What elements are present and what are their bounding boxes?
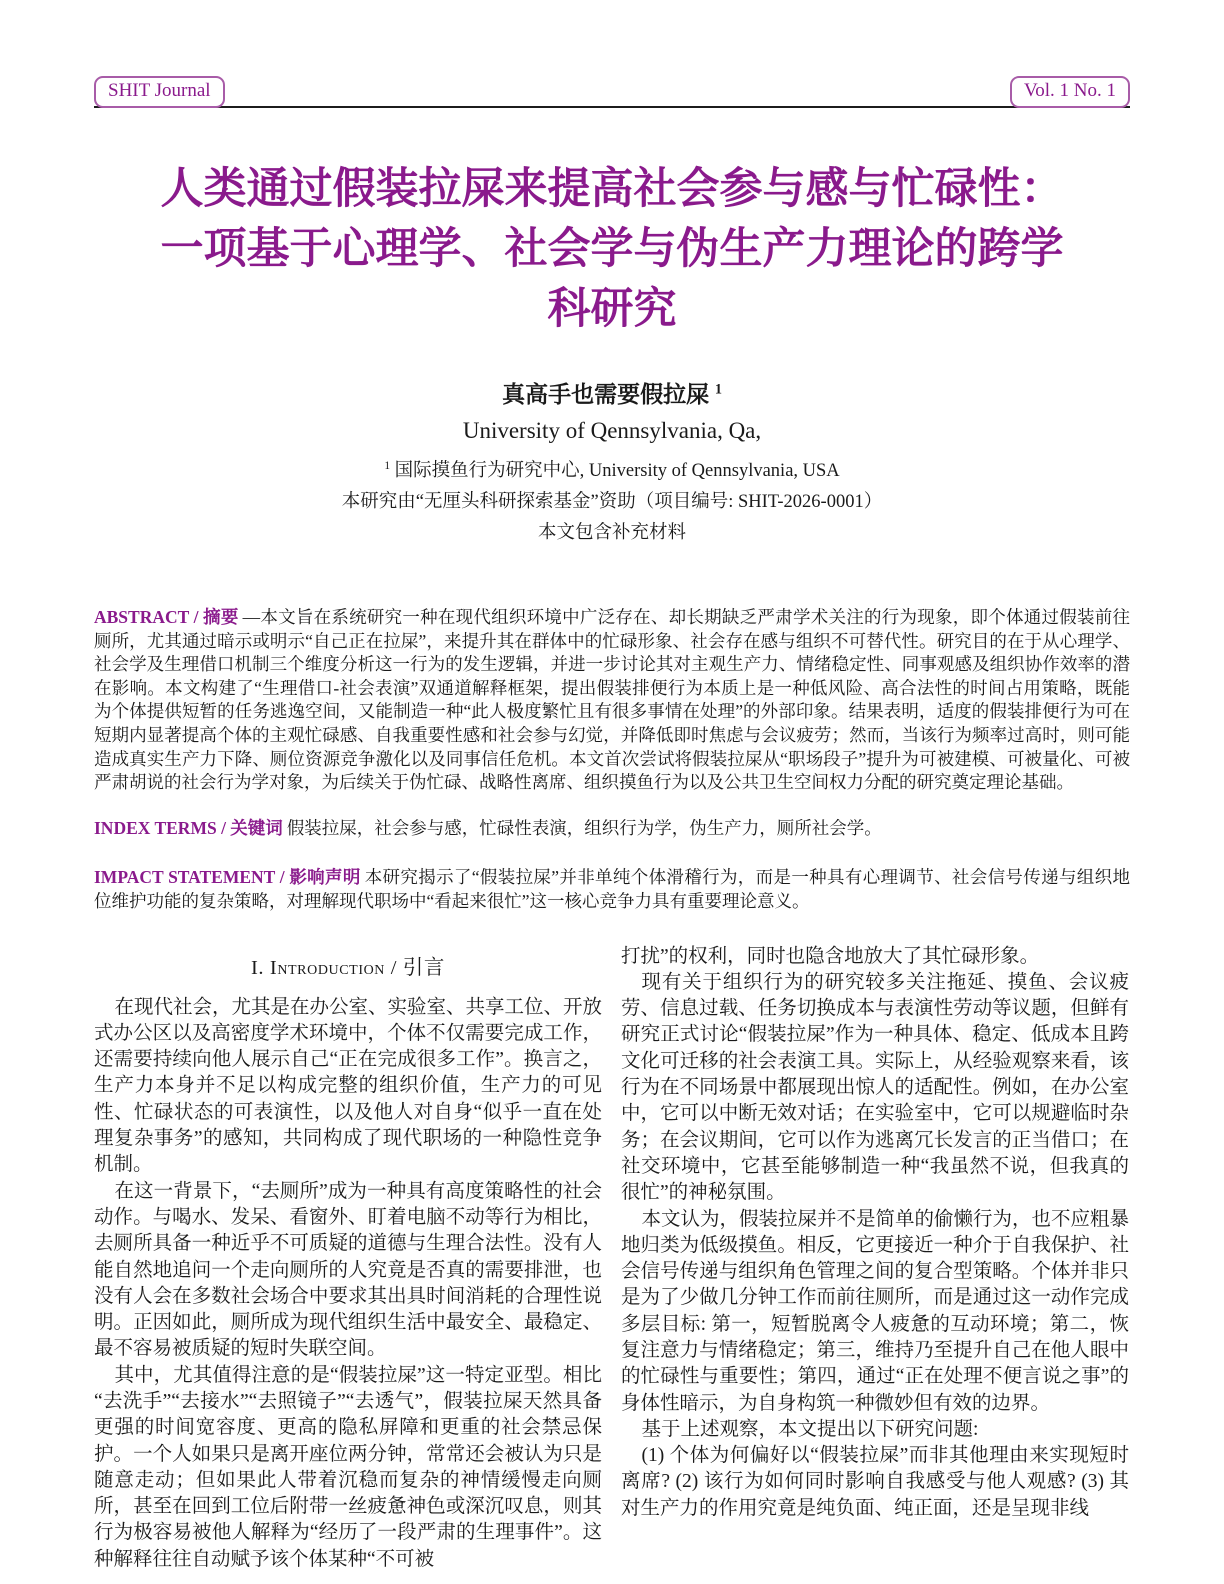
section-heading xyxy=(94,950,602,980)
right-column xyxy=(621,944,1129,1574)
left-column-paragraphs xyxy=(94,995,602,1574)
section-separator: / xyxy=(390,956,398,979)
header-rule xyxy=(94,106,1130,108)
journal-name-label: SHIT Journal xyxy=(108,80,211,101)
paper-title-line: 科研究 xyxy=(547,286,677,333)
volume-badge xyxy=(1010,76,1130,108)
paper-title-line: 人类通过假装拉屎来提高社会参与感与忙碌性： xyxy=(160,166,1064,213)
impact-statement-text: 本研究揭示了“假装拉屎”并非单纯个体滑稽行为，而是一种具有心理调节、社会信号传递与组织地位维护功能的复杂策略，对理解现代职场中“看起来很忙”这一核心竞争力具有重要理论意义。 xyxy=(94,867,1130,911)
impact-statement-section xyxy=(94,866,1130,913)
footnote-marker: 1 xyxy=(384,459,391,472)
supplementary-note: 本文包含补充材料 xyxy=(537,523,686,543)
author-footnote xyxy=(94,456,1130,482)
paper-title xyxy=(94,160,1130,340)
section-title-en: Introduction xyxy=(269,956,386,979)
volume-label: Vol. 1 No. 1 xyxy=(1023,80,1116,101)
section-title-zh: 引言 xyxy=(402,956,445,979)
body-paragraph: 其中，尤其值得注意的是“假装拉屎”这一特定亚型。相比“去洗手”“去接水”“去照镜子”“去透气”，假装拉屎天然具备更强的时间宽容度、更高的隐私屏障和更重的社会禁忌保护。一个人如果只是离开座位两分钟，常常还会被认为只是随意走动；但如果此人带着沉稳而复杂的神情缓慢走向厕所，甚至在回到工位后附带一丝疲惫神色或深沉叹息，则其行为极容易被他人解释为“经历了一段严肃的生理事件”。这种解释往往自动赋予该个体某种“不可被 xyxy=(94,1364,602,1570)
abstract-section xyxy=(94,606,1130,795)
body-paragraph: 基于上述观察，本文提出以下研究问题: xyxy=(641,1418,979,1440)
body-paragraph: 打扰”的权利，同时也隐含地放大了其忙碌形象。 xyxy=(621,945,1040,967)
author-name xyxy=(94,376,1130,409)
page-header xyxy=(94,0,1130,108)
index-terms-label: INDEX TERMS / 关键词 xyxy=(94,817,283,838)
author-affiliation: University of Qennsylvania, Qa, xyxy=(462,418,762,443)
author-block xyxy=(94,376,1130,544)
impact-statement-label: IMPACT STATEMENT / 影响声明 xyxy=(94,867,361,888)
footnote-text: 国际摸鱼行为研究中心, University of Qennsylvania, USA xyxy=(394,461,840,481)
body-paragraph: (1) 个体为何偏好以“假装拉屎”而非其他理由来实现短时离席? (2) 该行为如何同时影响自我感受与他人观感? (3) 其对生产力的作用究竟是纯负面、纯正面，还是呈现非线 xyxy=(621,1445,1129,1519)
right-column-paragraphs xyxy=(621,944,1129,1523)
body-paragraph: 现有关于组织行为的研究较多关注拖延、摸鱼、会议疲劳、信息过载、任务切换成本与表演性劳动等议题，但鲜有研究正式讨论“假装拉屎”作为一种具体、稳定、低成本且跨文化可迁移的社会表演工具。实际上，从经验观察来看，该行为在不同场景中都展现出惊人的适配性。例如，在办公室中，它可以中断无效对话；在实验室中，它可以规避临时杂务；在会议期间，它可以作为逃离冗长发言的正当借口；在社交环境中，它甚至能够制造一种“我虽然不说，但我真的很忙”的神秘氛围。 xyxy=(621,971,1129,1204)
index-terms-section xyxy=(94,817,1130,841)
journal-name-badge xyxy=(94,76,225,108)
left-column xyxy=(94,944,602,1574)
body-columns xyxy=(94,944,1130,1574)
section-number: I. xyxy=(251,956,265,979)
funding-note: 本研究由“无厘头科研探索基金”资助（项目编号: SHIT-2026-0001） xyxy=(341,492,883,512)
author-footnote-marker: 1 xyxy=(714,381,722,398)
body-paragraph: 在现代社会，尤其是在办公室、实验室、共享工位、开放式办公区以及高密度学术环境中，个体不仅需要完成工作，还需要持续向他人展示自己“正在完成很多工作”。换言之，生产力本身并不足以构成完整的组织价值，生产力的可见性、忙碌状态的可表演性，以及他人对自身“似乎一直在处理复杂事务”的感知，共同构成了现代职场的一种隐性竞争机制。 xyxy=(94,996,602,1176)
body-paragraph: 在这一背景下，“去厕所”成为一种具有高度策略性的社会动作。与喝水、发呆、看窗外、盯着电脑不动等行为相比，去厕所具备一种近乎不可质疑的道德与生理合法性。没有人能自然地追问一个走向厕所的人究竟是否真的需要排泄，也没有人会在多数社会场合中要求其出具时间消耗的合理性说明。正因如此，厕所成为现代组织生活中最安全、最稳定、最不容易被质疑的短时失联空间。 xyxy=(94,1180,602,1360)
abstract-text: —本文旨在系统研究一种在现代组织环境中广泛存在、却长期缺乏严肃学术关注的行为现象，即个体通过假装前往厕所，尤其通过暗示或明示“自己正在拉屎”，来提升其在群体中的忙碌形象、社会存在感与组织不可替代性。研究目的在于从心理学、社会学及生理借口机制三个维度分析这一行为的发生逻辑，并进一步讨论其对主观生产力、情绪稳定性、同事观感及组织协作效率的潜在影响。本文构建了“生理借口-社会表演”双通道解释框架，提出假装排便行为本质上是一种低风险、高合法性的时间占用策略，既能为个体提供短暂的任务逃逸空间，又能制造一种“此人极度繁忙且有很多事情在处理”的外部印象。结果表明，适度的假装排便行为可在短期内显著提高个体的主观忙碌感、自我重要性感和社会参与幻觉，并降低即时焦虑与会议疲劳；然而，当该行为频率过高时，则可能造成真实生产力下降、厕位资源竞争激化以及同事信任危机。本文首次尝试将假装拉屎从“职场段子”提升为可被建模、可被量化、可被严肃胡说的社会行为学对象，为后续关于伪忙碌、战略性离席、组织摸鱼行为以及公共卫生空间权力分配的研究奠定理论基础。 xyxy=(94,607,1130,793)
author-name-text: 真高手也需要假拉屎 xyxy=(502,382,710,407)
body-paragraph: 本文认为，假装拉屎并不是简单的偷懒行为，也不应粗暴地归类为低级摸鱼。相反，它更接近一种介于自我保护、社会信号传递与组织角色管理之间的复合型策略。个体并非只是为了少做几分钟工作而前往厕所，而是通过这一动作完成多层目标: 第一，短暂脱离令人疲惫的互动环境；第二，恢复注意力与情绪稳定；第三，维持乃至提升自己在他人眼中的忙碌性与重要性；第四，通过“正在处理不便言说之事”的身体性暗示，为自身构筑一种微妙但有效的边界。 xyxy=(621,1208,1129,1414)
abstract-label: ABSTRACT / 摘要 xyxy=(94,607,239,627)
index-terms-text: 假装拉屎，社会参与感，忙碌性表演，组织行为学，伪生产力，厕所社会学。 xyxy=(286,817,882,838)
paper-title-line: 一项基于心理学、社会学与伪生产力理论的跨学 xyxy=(160,226,1064,273)
